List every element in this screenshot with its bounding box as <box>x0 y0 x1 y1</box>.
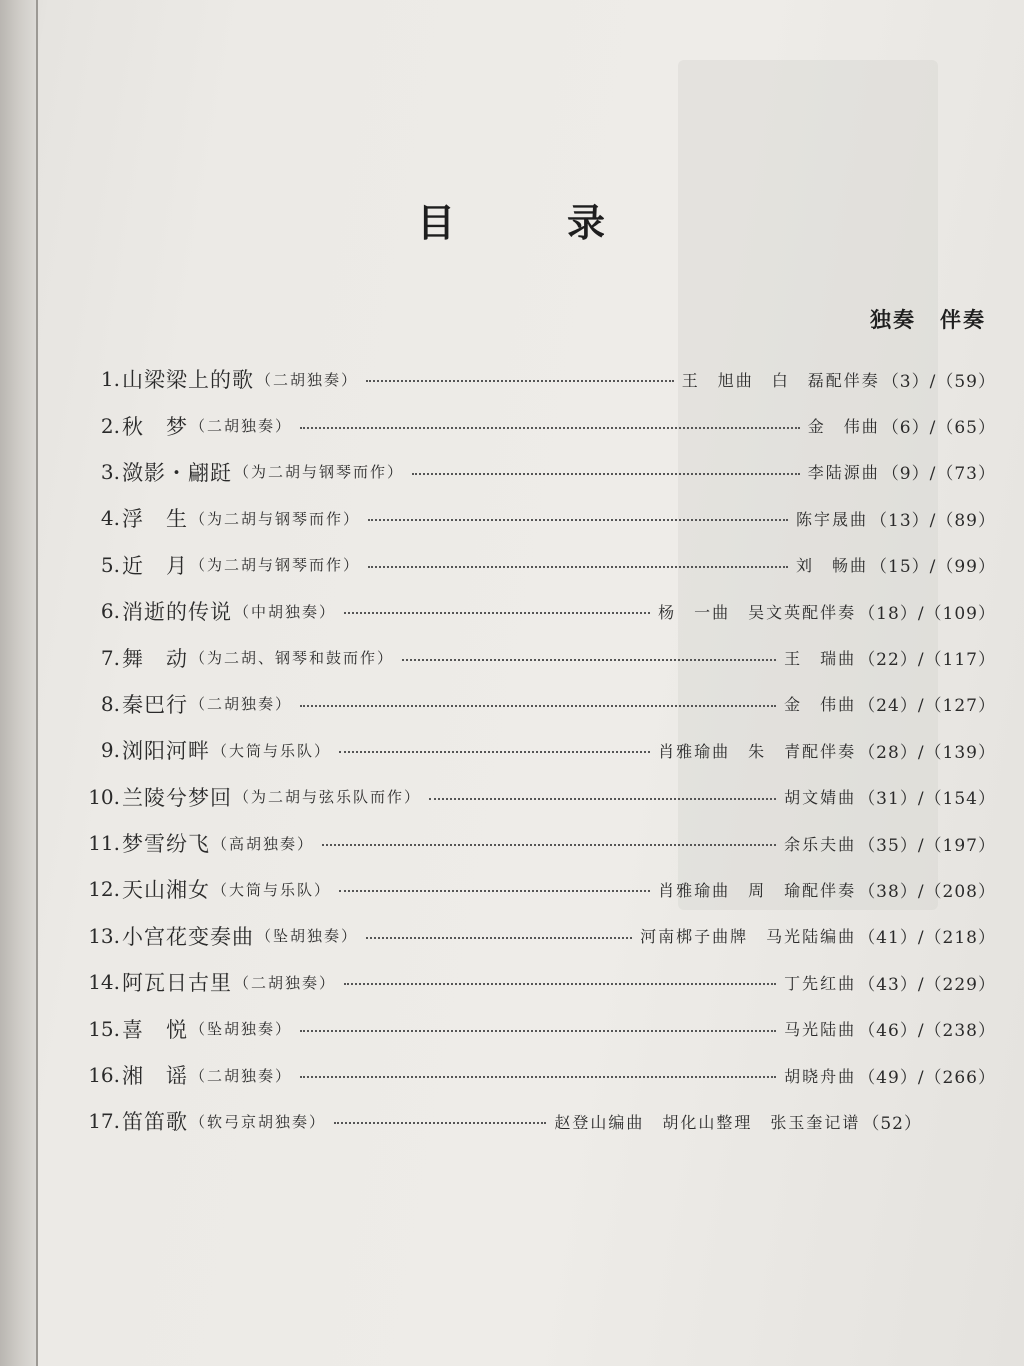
leader-dots <box>368 519 788 521</box>
entry-title: 天山湘女 <box>122 878 210 903</box>
entry-number: 8. <box>100 691 120 716</box>
entry-number: 17. <box>88 1109 120 1134</box>
entry-instrumentation: （二胡独奏） <box>234 973 337 992</box>
entry-number: 14. <box>88 970 120 995</box>
entry-instrumentation: （高胡独奏） <box>212 834 315 853</box>
entry-credit: 丁先红曲 <box>784 973 857 993</box>
entry-credit: 赵登山编曲 胡化山整理 张玉奎记谱 <box>554 1112 861 1132</box>
entry-number: 7. <box>100 645 120 670</box>
toc-entry-2[interactable] <box>86 402 996 448</box>
entry-instrumentation: （二胡独奏） <box>256 370 359 389</box>
entry-credit: 河南梆子曲牌 马光陆编曲 <box>640 927 857 947</box>
leader-dots <box>344 983 776 985</box>
entry-number: 5. <box>100 552 120 577</box>
leader-dots <box>344 612 650 614</box>
toc-entry-16[interactable] <box>86 1052 996 1098</box>
entry-title: 浏阳河畔 <box>122 739 210 764</box>
entry-pages: （43）/（229） <box>858 974 996 995</box>
entry-instrumentation: （坠胡独奏） <box>190 1020 293 1039</box>
toc-list <box>86 356 996 1145</box>
toc-entry-7[interactable] <box>86 634 996 680</box>
column-header-solo: 独奏 <box>870 307 916 332</box>
entry-credit: 金 伟曲 <box>784 695 857 715</box>
toc-entry-9[interactable] <box>86 727 996 773</box>
toc-entry-12[interactable] <box>86 866 996 912</box>
title-char-1: 目 <box>416 201 457 245</box>
title-char-2: 录 <box>567 201 608 245</box>
column-header-accompaniment: 伴奏 <box>940 307 986 332</box>
entry-title: 小宫花变奏曲 <box>122 924 254 949</box>
entry-instrumentation: （为二胡与钢琴而作） <box>234 463 405 482</box>
entry-pages: （28）/（139） <box>858 742 996 763</box>
entry-instrumentation: （中胡独奏） <box>234 602 337 621</box>
entry-pages: （22）/（117） <box>858 650 996 671</box>
entry-credit: 金 伟曲 <box>807 417 880 437</box>
entry-instrumentation: （为二胡、钢琴和鼓而作） <box>190 649 395 668</box>
entry-number: 10. <box>88 784 120 809</box>
toc-entry-8[interactable] <box>86 681 996 727</box>
toc-entry-3[interactable] <box>86 449 996 495</box>
entry-title: 秋 梦 <box>122 414 188 439</box>
entry-title: 舞 动 <box>122 646 188 671</box>
entry-pages: （35）/（197） <box>858 835 996 856</box>
entry-title: 笛笛歌 <box>122 1110 188 1135</box>
entry-pages: （15）/（99） <box>870 557 996 578</box>
entry-number: 13. <box>88 923 120 948</box>
entry-pages: （49）/（266） <box>858 1067 996 1088</box>
entry-number: 6. <box>100 599 120 624</box>
leader-dots <box>429 798 776 800</box>
entry-title: 秦巴行 <box>122 692 188 717</box>
leader-dots <box>300 705 776 707</box>
entry-credit: 杨 一曲 吴文英配伴奏 <box>658 602 857 622</box>
entry-pages: （46）/（238） <box>858 1021 996 1042</box>
entry-credit: 胡晓舟曲 <box>784 1066 857 1086</box>
leader-dots <box>334 1122 546 1124</box>
entry-instrumentation: （大筒与乐队） <box>212 880 332 899</box>
entry-instrumentation: （二胡独奏） <box>190 417 293 436</box>
entry-instrumentation: （二胡独奏） <box>190 695 293 714</box>
entry-number: 4. <box>100 506 120 531</box>
entry-credit: 王 瑞曲 <box>784 649 857 669</box>
entry-pages: （38）/（208） <box>858 881 996 902</box>
leader-dots <box>300 1076 776 1078</box>
entry-title: 梦雪纷飞 <box>122 832 210 857</box>
toc-entry-1[interactable] <box>86 356 996 402</box>
entry-number: 2. <box>100 413 120 438</box>
toc-entry-10[interactable] <box>86 774 996 820</box>
entry-credit: 余乐夫曲 <box>784 834 857 854</box>
entry-number: 3. <box>100 459 120 484</box>
toc-entry-15[interactable] <box>86 1005 996 1051</box>
entry-instrumentation: （坠胡独奏） <box>256 927 359 946</box>
entry-credit: 马光陆曲 <box>784 1020 857 1040</box>
entry-pages: （41）/（218） <box>858 928 996 949</box>
toc-entry-4[interactable] <box>86 495 996 541</box>
entry-number: 9. <box>100 738 120 763</box>
entry-credit: 王 旭曲 白 磊配伴奏 <box>681 370 880 390</box>
entry-pages: （13）/（89） <box>870 510 996 531</box>
entry-instrumentation: （大筒与乐队） <box>212 741 332 760</box>
leader-dots <box>412 473 800 475</box>
entry-instrumentation: （软弓京胡独奏） <box>190 1112 327 1131</box>
entry-pages: （9）/（73） <box>881 464 996 485</box>
entry-instrumentation: （为二胡与钢琴而作） <box>190 556 361 575</box>
entry-credit: 刘 畅曲 <box>795 556 868 576</box>
entry-title: 湘 谣 <box>122 1064 188 1089</box>
leader-dots <box>402 659 776 661</box>
entry-title: 消逝的传说 <box>122 600 232 625</box>
toc-entry-5[interactable] <box>86 542 996 588</box>
leader-dots <box>366 937 632 939</box>
entry-pages: （6）/（65） <box>881 418 996 439</box>
entry-number: 1. <box>100 367 120 392</box>
entry-pages: （3）/（59） <box>881 371 996 392</box>
entry-credit: 陈宇晟曲 <box>795 509 868 529</box>
leader-dots <box>339 890 650 892</box>
leader-dots <box>339 751 650 753</box>
toc-entry-11[interactable] <box>86 820 996 866</box>
entry-title: 山梁梁上的歌 <box>122 368 254 393</box>
entry-number: 16. <box>88 1063 120 1088</box>
entry-number: 11. <box>88 831 120 856</box>
leader-dots <box>322 844 776 846</box>
entry-pages: （18）/（109） <box>858 603 996 624</box>
entry-title: 兰陵兮梦回 <box>122 785 232 810</box>
entry-title: 潋影・翩跹 <box>122 460 232 485</box>
entry-credit: 肖雅瑜曲 朱 青配伴奏 <box>658 741 857 761</box>
entry-title: 浮 生 <box>122 507 188 532</box>
toc-entry-6[interactable] <box>86 588 996 634</box>
entry-instrumentation: （为二胡与弦乐队而作） <box>234 788 422 807</box>
entry-instrumentation: （为二胡与钢琴而作） <box>190 509 361 528</box>
toc-entry-14[interactable] <box>86 959 996 1005</box>
entry-number: 12. <box>88 877 120 902</box>
leader-dots <box>300 1030 776 1032</box>
entry-credit: 李陆源曲 <box>807 463 880 483</box>
entry-pages: （24）/（127） <box>858 696 996 717</box>
toc-entry-17[interactable] <box>86 1098 922 1144</box>
entry-number: 15. <box>88 1016 120 1041</box>
entry-title: 喜 悦 <box>122 1017 188 1042</box>
entry-title: 近 月 <box>122 553 188 578</box>
leader-dots <box>368 566 788 568</box>
entry-credit: 胡文婧曲 <box>784 788 857 808</box>
page-title <box>0 192 1024 247</box>
entry-title: 阿瓦日古里 <box>122 971 232 996</box>
entry-instrumentation: （二胡独奏） <box>190 1066 293 1085</box>
column-headers <box>846 304 986 334</box>
leader-dots <box>300 427 800 429</box>
entry-pages: （31）/（154） <box>858 789 996 810</box>
entry-pages: （52） <box>862 1113 922 1134</box>
entry-credit: 肖雅瑜曲 周 瑜配伴奏 <box>658 880 857 900</box>
leader-dots <box>366 380 674 382</box>
toc-entry-13[interactable] <box>86 913 996 959</box>
